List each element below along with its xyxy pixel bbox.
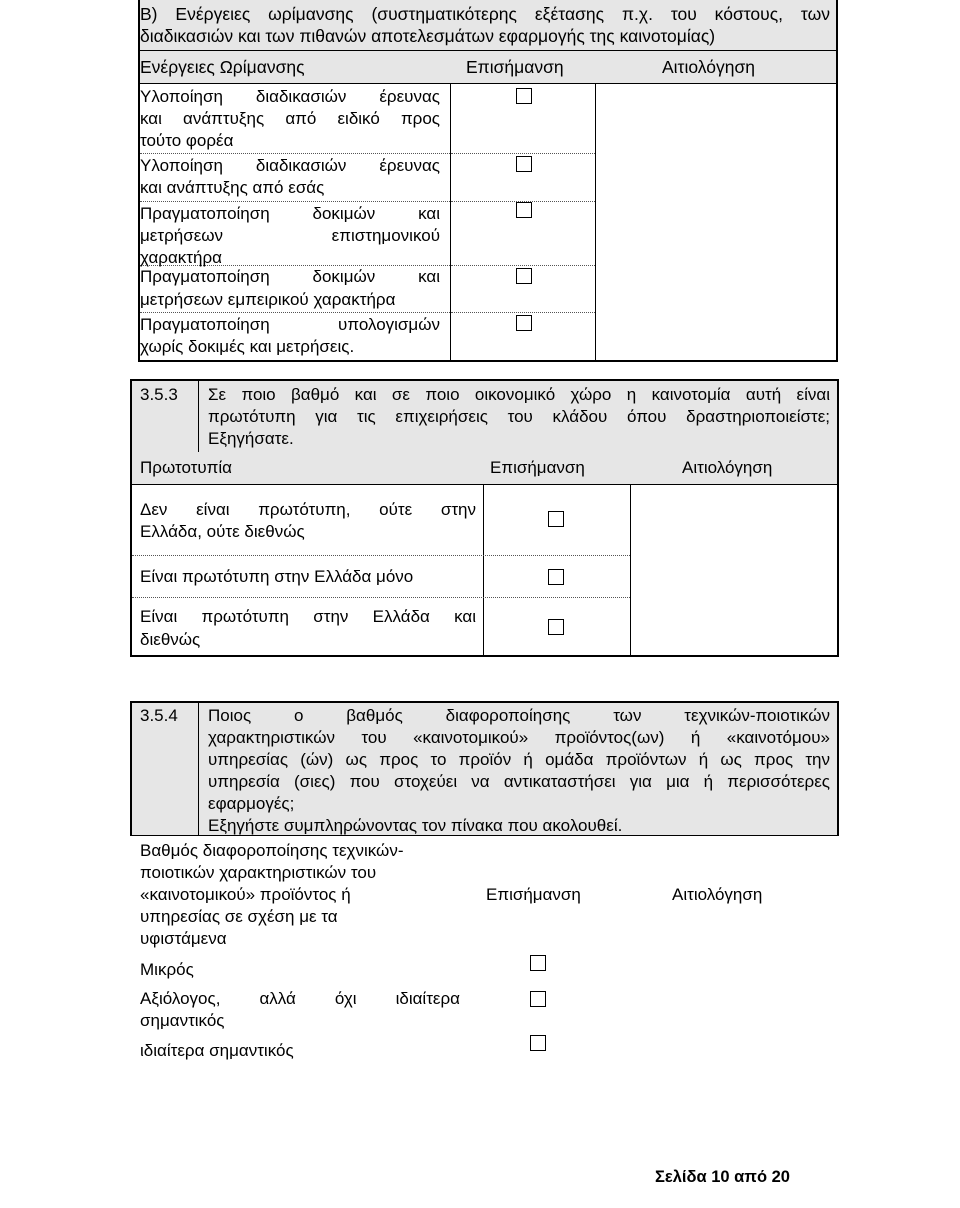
maturation-row-1-line2: και ανάπτυξης από ειδικό προς (140, 109, 440, 128)
section-353-question-line3: Εξηγήσατε. (208, 429, 294, 448)
maturation-row-5-line1: Πραγματοποίηση υπολογισμών (140, 315, 440, 334)
originality-row-3-checkbox[interactable] (548, 619, 564, 635)
differentiation-header-line4: υπηρεσίας σε σχέση με τα (140, 907, 338, 926)
section-354-question-line5: εφαρμογές; (208, 794, 295, 813)
differentiation-header-line2: ποιοτικών χαρακτηριστικών του (140, 863, 377, 882)
originality-row-1-checkbox[interactable] (548, 511, 564, 527)
maturation-row-2-checkbox[interactable] (516, 156, 532, 172)
differentiation-header-line5: υφιστάμενα (140, 929, 227, 948)
maturation-row-3-line3: χαρακτήρα (140, 248, 222, 267)
originality-row-3-line1: Είναι πρωτότυπη στην Ελλάδα και (140, 607, 476, 626)
maturation-row-5-line2: χωρίς δοκιμές και μετρήσεις. (140, 337, 355, 356)
column-header-justification-353: Αιτιολόγηση (682, 458, 773, 477)
column-header-justification-354: Αιτιολόγηση (672, 885, 763, 904)
section-353-question-line1: Σε ποιο βαθμό και σε ποιο οικονομικό χώρο η καινοτομία αυτή είναι (208, 385, 830, 404)
maturation-row-3-line2: μετρήσεων επιστημονικού (140, 226, 440, 245)
page-number: Σελίδα 10 από 20 (655, 1168, 790, 1186)
section-354-number: 3.5.4 (140, 706, 178, 725)
maturation-row-1-line3: τούτο φορέα (140, 131, 234, 150)
maturation-row-1-checkbox[interactable] (516, 88, 532, 104)
section-353-question-line2: πρωτότυπη για τις επιχειρήσεις του κλάδου όπου δραστηριοποιείστε; (208, 407, 830, 426)
originality-row-3-line2: διεθνώς (140, 630, 201, 649)
originality-row-2: Είναι πρωτότυπη στην Ελλάδα μόνο (140, 567, 414, 586)
differentiation-row-1: Μικρός (140, 960, 194, 979)
section-354-question-line3: υπηρεσίας (ών) ως προς το προϊόν ή ομάδα προϊόντων ή ως προς την (208, 750, 830, 769)
differentiation-row-2-line1: Αξιόλογος, αλλά όχι ιδιαίτερα (140, 989, 460, 1008)
column-header-originality: Πρωτοτυπία (140, 458, 233, 477)
maturation-row-3-line1: Πραγματοποίηση δοκιμών και (140, 204, 440, 223)
column-header-marking-353: Επισήμανση (490, 458, 585, 477)
maturation-row-5-checkbox[interactable] (516, 315, 532, 331)
column-header-justification: Αιτιολόγηση (662, 57, 755, 77)
section-353-number: 3.5.3 (140, 385, 178, 404)
section-b-header-line2: διαδικασιών και των πιθανών αποτελεσμάτων εφαρμογής της καινοτομίας) (140, 26, 716, 46)
maturation-row-1-line1: Υλοποίηση διαδικασιών έρευνας (140, 87, 440, 106)
section-354-question-line2: χαρακτηριστικών του «καινοτομικού» προϊόντος(ων) ή «καινοτόμου» (208, 728, 830, 747)
differentiation-row-1-checkbox[interactable] (530, 955, 546, 971)
originality-row-1-line2: Ελλάδα, ούτε διεθνώς (140, 522, 305, 541)
column-header-marking-354: Επισήμανση (486, 885, 581, 904)
differentiation-row-3-checkbox[interactable] (530, 1035, 546, 1051)
originality-row-1-line1: Δεν είναι πρωτότυπη, ούτε στην (140, 500, 476, 519)
differentiation-header-line1: Βαθμός διαφοροποίησης τεχνικών- (140, 841, 404, 860)
maturation-row-4-checkbox[interactable] (516, 268, 532, 284)
differentiation-header-line3: «καινοτομικού» προϊόντος ή (140, 885, 351, 904)
section-354-question-line6: Εξηγήστε συμπληρώνοντας τον πίνακα που ακολουθεί. (208, 816, 623, 835)
originality-row-2-checkbox[interactable] (548, 569, 564, 585)
differentiation-row-2-checkbox[interactable] (530, 991, 546, 1007)
differentiation-row-2-line2: σημαντικός (140, 1011, 225, 1030)
section-b-header-line1: Β) Ενέργειες ωρίμανσης (συστηματικότερης εξέτασης π.χ. του κόστους, των (140, 4, 830, 24)
column-header-marking: Επισήμανση (466, 57, 564, 77)
section-354-question-line1: Ποιος ο βαθμός διαφοροποίησης των τεχνικών-ποιοτικών (208, 706, 830, 725)
maturation-row-2-line1: Υλοποίηση διαδικασιών έρευνας (140, 156, 440, 175)
maturation-row-4-line2: μετρήσεων εμπειρικού χαρακτήρα (140, 290, 396, 309)
column-header-actions: Ενέργειες Ωρίμανσης (140, 57, 305, 77)
maturation-row-3-checkbox[interactable] (516, 202, 532, 218)
section-354-question-line4: υπηρεσία (σιες) που στοχεύει να αντικαταστήσει για μια ή περισσότερες (208, 772, 830, 791)
maturation-row-4-line1: Πραγματοποίηση δοκιμών και (140, 267, 440, 286)
maturation-row-2-line2: και ανάπτυξης από εσάς (140, 178, 325, 197)
differentiation-row-3: ιδιαίτερα σημαντικός (140, 1041, 294, 1060)
